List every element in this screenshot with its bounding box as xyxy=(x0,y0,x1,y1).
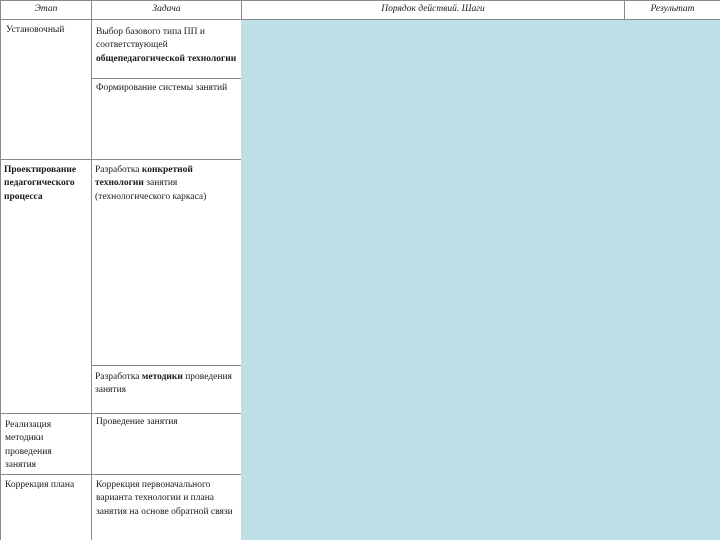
grid-line xyxy=(0,474,241,475)
grid-line xyxy=(91,0,92,540)
grid-line xyxy=(91,365,241,366)
stage-setup: Установочный xyxy=(6,25,65,35)
task-develop-technology xyxy=(95,164,238,204)
task-conduct-lesson: Проведение занятия xyxy=(96,417,178,427)
grid-line xyxy=(0,413,241,414)
grid-line xyxy=(0,159,241,160)
stage-implementation: Реализация методики проведения занятия xyxy=(5,420,52,470)
header-result: Результат xyxy=(650,4,695,14)
task-text-bold: общепедагогической технологии xyxy=(96,53,237,64)
task-text: Разработка xyxy=(95,165,142,175)
header-task: Задача xyxy=(152,4,181,14)
overlay-panel xyxy=(241,20,720,540)
stage-design: Проектирование педагогического процесса xyxy=(4,165,77,202)
header-steps: Порядок действий. Шаги xyxy=(381,4,485,14)
task-text: Разработка xyxy=(95,372,142,382)
stage-plan-correction: Коррекция плана xyxy=(5,480,75,490)
task-text-bold: конкретной технологии xyxy=(95,165,193,189)
task-text: занятия (технологического каркаса) xyxy=(95,178,207,202)
grid-line xyxy=(0,0,1,540)
task-select-base-type xyxy=(96,26,238,66)
grid-line xyxy=(0,0,720,1)
header-stage: Этап xyxy=(34,4,58,14)
task-text-bold: методики xyxy=(141,372,183,382)
grid-line xyxy=(91,78,241,79)
task-text: Выбор базового типа ПП и соответствующей xyxy=(96,27,205,51)
task-correct-plan: Коррекция первоначального варианта технологии и плана занятия на основе обратной связи xyxy=(96,480,233,517)
task-develop-methodology xyxy=(95,371,238,398)
task-text: проведения занятия xyxy=(95,372,232,396)
task-form-lesson-system: Формирование системы занятий xyxy=(96,83,228,93)
